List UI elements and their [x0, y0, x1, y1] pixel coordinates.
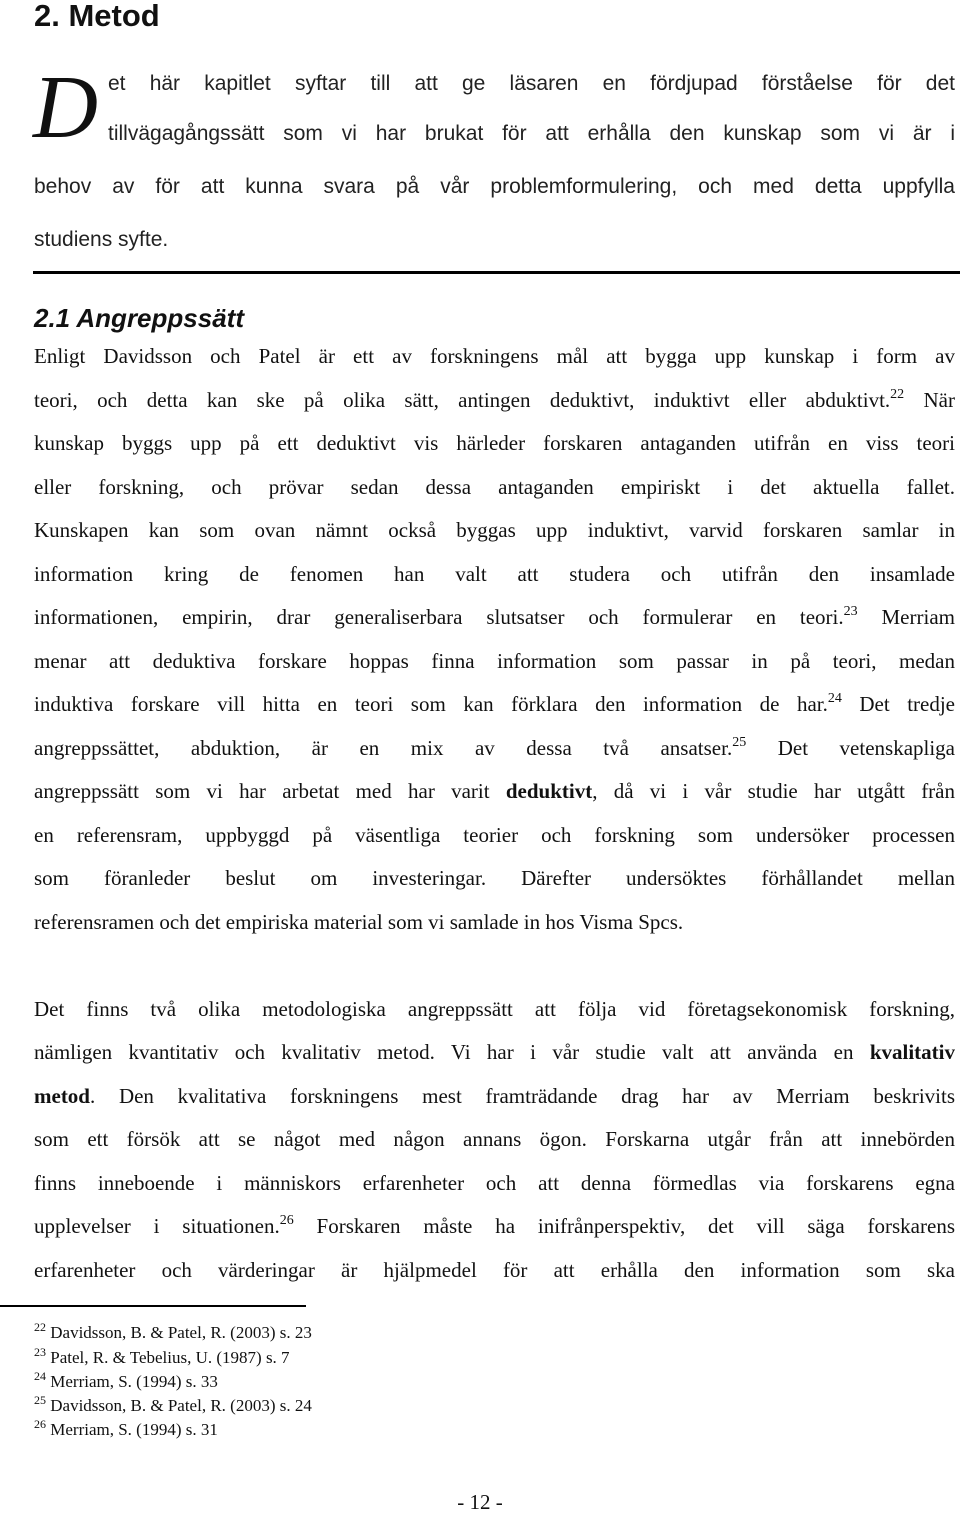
intro-line-1: et här kapitlet syftar till att ge läsaren en fördjupad förståelse för det [108, 72, 955, 95]
section-heading: 2.1 Angreppssätt [34, 303, 244, 333]
intro-line-2: tillvägagångssätt som vi har brukat för att erhålla den kunskap som vi är i [108, 122, 955, 145]
paragraph1-line-14: referensramen och det empiriska material som vi samlade in hos Visma Spcs. [34, 910, 684, 934]
paragraph2-line-5: finns inneboende i människors erfarenheter och att denna förmedlas via forskarens egna [34, 1171, 955, 1195]
footnote-ref-22: 22 [890, 387, 905, 402]
footnote-25: $^{25}$ Davidsson, B. & Patel, R. (2003) s. 24 [34, 1393, 312, 1415]
footnote-ref-24: 24 [827, 691, 842, 706]
footnote-separator [0, 1305, 306, 1307]
intro-line-4: studiens syfte. [34, 228, 169, 251]
footnote-23: $^{23}$ Patel, R. & Tebelius, U. (1987) s. 7 [34, 1345, 290, 1367]
paragraph1-line-13: som föranleder beslut om investeringar. Därefter undersöktes förhållandet mellan [34, 866, 955, 890]
paragraph1-line-9: induktiva forskare vill hitta en teori som kan förklara den information de har.$^{24}$ Det tredje [34, 691, 956, 716]
paragraph1-line-7: informationen, empirin, drar generaliserbara slutsatser och formulerar en teori.$^{23}$ Merriam [34, 604, 955, 629]
intro-line-3: behov av för att kunna svara på vår problemformulering, och med detta uppfylla [34, 175, 955, 198]
paragraph1-line-8: menar att deduktiva forskare hoppas finna information som passar in på teori, medan [34, 649, 955, 673]
footnote-ref-25: 25 [732, 735, 747, 750]
footnote-ref-23: 23 [843, 604, 858, 619]
emphasis-kvalitativ: kvalitativ [869, 1040, 955, 1064]
paragraph2-line-6: upplevelser i situationen.$^{26}$ Forskaren måste ha inifrånperspektiv, det vill säga forskarens [34, 1213, 955, 1238]
paragraph1-line-1: Enligt Davidsson och Patel är ett av forskningens mål att bygga upp kunskap i form av [34, 344, 955, 368]
footnote-ref-26: 26 [279, 1213, 294, 1228]
paragraph2-line-3: metod. Den kvalitativa forskningens mest framträdande drag har av Merriam beskrivits [34, 1084, 955, 1108]
paragraph1-line-4: eller forskning, och prövar sedan dessa antaganden empiriskt i det aktuella fallet. [34, 475, 955, 499]
paragraph1-line-5: Kunskapen kan som ovan nämnt också byggas upp induktivt, varvid forskaren samlar in [34, 518, 955, 542]
paragraph1-line-12: en referensram, uppbyggd på väsentliga teorier och forskning som undersöker processen [34, 823, 955, 847]
drop-cap: D [33, 58, 98, 157]
emphasis-metod: metod [34, 1084, 90, 1108]
paragraph2-line-2: nämligen kvantitativ och kvalitativ metod. Vi har i vår studie valt att använda en kvalitativ [34, 1040, 955, 1064]
paragraph2-line-1: Det finns två olika metodologiska angreppssätt att följa vid företagsekonomisk forskning, [34, 997, 955, 1021]
paragraph1-line-6: information kring de fenomen han valt att studera och utifrån den insamlade [34, 562, 955, 586]
page-number: - 12 - [457, 1490, 503, 1514]
footnote-24: $^{24}$ Merriam, S. (1994) s. 33 [34, 1369, 218, 1391]
section-divider [33, 271, 960, 274]
paragraph1-line-10: angreppssättet, abduktion, är en mix av dessa två ansatser.$^{25}$ Det vetenskapliga [34, 735, 956, 760]
paragraph2-line-4: som ett försök att se något med någon annans ögon. Forskarna utgår från att innebörden [34, 1127, 955, 1151]
paragraph1-line-2: teori, och detta kan ske på olika sätt, antingen deduktivt, induktivt eller abduktivt.$^{22}$ När [34, 387, 955, 412]
emphasis-deduktivt: deduktivt [505, 779, 593, 803]
chapter-title: 2. Metod [34, 0, 160, 33]
paragraph2-line-7: erfarenheter och värderingar är hjälpmedel för att erhålla den information som ska [34, 1258, 955, 1282]
footnote-22: $^{22}$ Davidsson, B. & Patel, R. (2003) s. 23 [34, 1320, 312, 1342]
paragraph1-line-11: angreppssätt som vi har arbetat med har varit deduktivt, då vi i vår studie har utgått från [34, 779, 955, 803]
paragraph1-line-3: kunskap byggs upp på ett deduktivt vis härleder forskaren antaganden utifrån en viss teori [34, 431, 955, 455]
footnote-26: $^{26}$ Merriam, S. (1994) s. 31 [34, 1417, 218, 1439]
